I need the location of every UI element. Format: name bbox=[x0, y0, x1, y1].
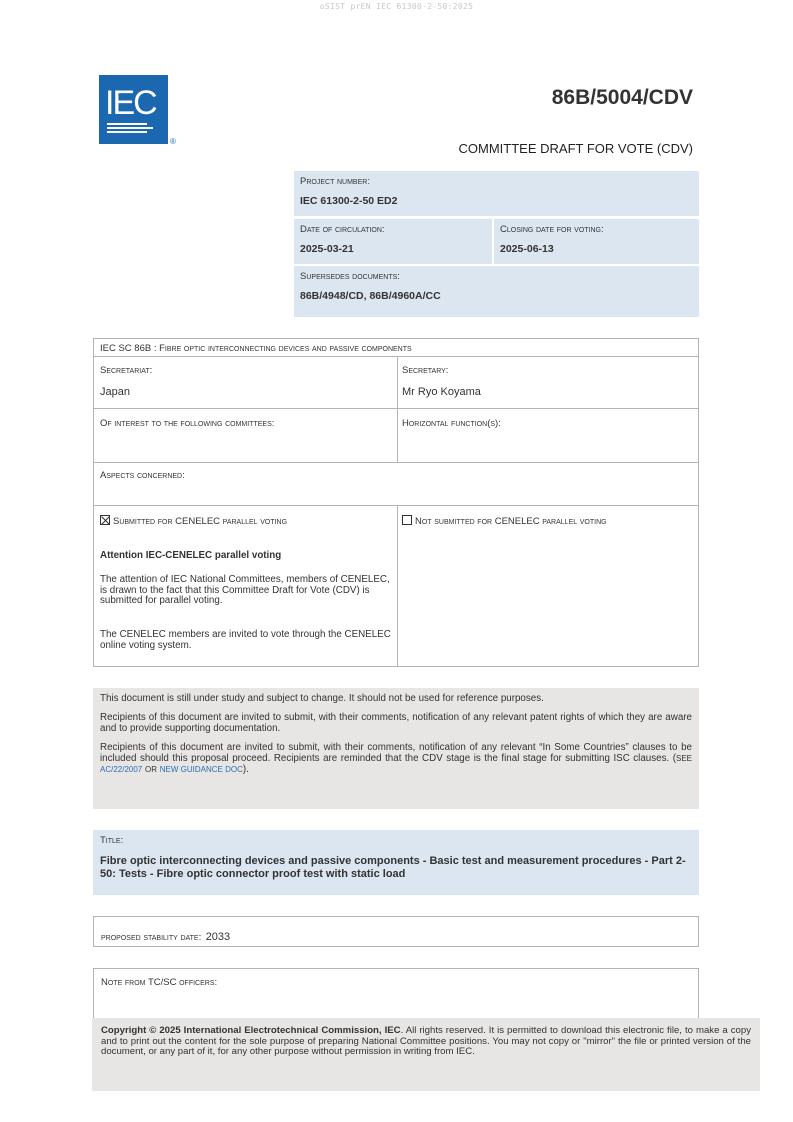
supersedes-cell bbox=[294, 266, 699, 317]
watermark: oSIST prEN IEC 61300-2-50:2025 bbox=[319, 2, 474, 11]
project-number-label: Project number: bbox=[300, 176, 370, 187]
closing-date-value: 2025-06-13 bbox=[500, 243, 554, 255]
supersedes-label: Supersedes documents: bbox=[300, 271, 400, 282]
supersedes-value: 86B/4948/CD, 86B/4960A/CC bbox=[300, 290, 441, 302]
closing-date-cell bbox=[494, 219, 699, 264]
secretary-label: Secretary: bbox=[402, 365, 449, 376]
secretariat-label: Secretariat: bbox=[100, 365, 153, 376]
not-submitted-option[interactable] bbox=[402, 515, 607, 527]
stability-box bbox=[93, 916, 699, 947]
project-number-value: IEC 61300-2-50 ED2 bbox=[300, 195, 398, 207]
document-number: 86B/5004/CDV bbox=[551, 86, 693, 109]
submitted-option[interactable] bbox=[100, 515, 287, 527]
new-guidance-doc-link[interactable]: NEW GUIDANCE DOC bbox=[159, 765, 243, 774]
aspects-label: Aspects concerned: bbox=[100, 470, 185, 481]
interest-label: Of interest to the following committees: bbox=[100, 418, 275, 429]
committee-header: IEC SC 86B : Fibre optic interconnecting devices and passive components bbox=[100, 343, 412, 354]
copyright-text: Copyright © 2025 International Electrotechnical Commission, IEC. All rights reserved. It is permitted to download this electronic file, to make a copy and to print out the content for the sole purpose of preparing National Committee positions. You may not copy or "mirror" the file or printed version of the document, or any part of it, for any other purpose without permission in writing from IEC. bbox=[101, 1025, 751, 1057]
project-number-cell bbox=[294, 171, 699, 216]
title-text: Fibre optic interconnecting devices and passive components - Basic test and measurement procedures - Part 2-50: Tests - Fibre optic connector proof test with static load bbox=[100, 855, 686, 880]
copyright-box bbox=[92, 1018, 760, 1091]
stability-row bbox=[101, 927, 230, 945]
circulation-cell bbox=[294, 219, 492, 264]
checkbox-checked-icon[interactable] bbox=[100, 515, 110, 525]
registered-mark: ® bbox=[170, 137, 176, 146]
document-type: COMMITTEE DRAFT FOR VOTE (CDV) bbox=[458, 141, 693, 156]
note-label: Note from TC/SC officers: bbox=[101, 977, 218, 988]
not-submitted-label: Not submitted for CENELEC parallel voting bbox=[415, 516, 607, 527]
committee-table bbox=[93, 338, 699, 667]
secretariat-value: Japan bbox=[100, 386, 130, 398]
notice-paragraph-1: This document is still under study and subject to change. It should not be used for reference purposes. bbox=[100, 693, 544, 704]
title-label: Title: bbox=[100, 835, 124, 846]
attention-title: Attention IEC-CENELEC parallel voting bbox=[100, 550, 282, 561]
notice-box bbox=[93, 688, 699, 809]
secretary-value: Mr Ryo Koyama bbox=[402, 386, 481, 398]
stability-value: 2033 bbox=[205, 931, 231, 943]
horizontal-function-label: Horizontal function(s): bbox=[402, 418, 501, 429]
stability-label: proposed stability date: bbox=[101, 932, 202, 943]
iec-logo bbox=[99, 75, 168, 144]
attention-paragraph-1: The attention of IEC National Committees, members of CENELEC, is drawn to the fact that this Committee Draft for Vote (CDV) is submitted for parallel voting. bbox=[100, 574, 390, 606]
ac-22-2007-link[interactable]: AC/22/2007 bbox=[100, 765, 143, 774]
circulation-value: 2025-03-21 bbox=[300, 243, 354, 255]
title-box bbox=[93, 830, 699, 895]
logo-text: IEC bbox=[105, 84, 156, 122]
note-box bbox=[93, 968, 699, 1020]
submitted-label: Submitted for CENELEC parallel voting bbox=[113, 516, 288, 527]
closing-date-label: Closing date for voting: bbox=[500, 224, 604, 235]
checkbox-unchecked-icon[interactable] bbox=[402, 515, 412, 525]
attention-paragraph-2: The CENELEC members are invited to vote through the CENELEC online voting system. bbox=[100, 629, 391, 651]
notice-paragraph-2: Recipients of this document are invited to submit, with their comments, notification of any relevant patent rights of which they are aware and to provide supporting documentation. bbox=[100, 712, 692, 734]
circulation-label: Date of circulation: bbox=[300, 224, 385, 235]
notice-paragraph-3: Recipients of this document are invited to submit, with their comments, notification of any relevant “In Some Countries” clauses to be included should this proposal proceed. Recipients are reminded that the CDV stage is the final stage for submitting ISC clauses. (SEE AC/22/2007 OR NEW GUIDANCE DOC). bbox=[100, 742, 692, 775]
